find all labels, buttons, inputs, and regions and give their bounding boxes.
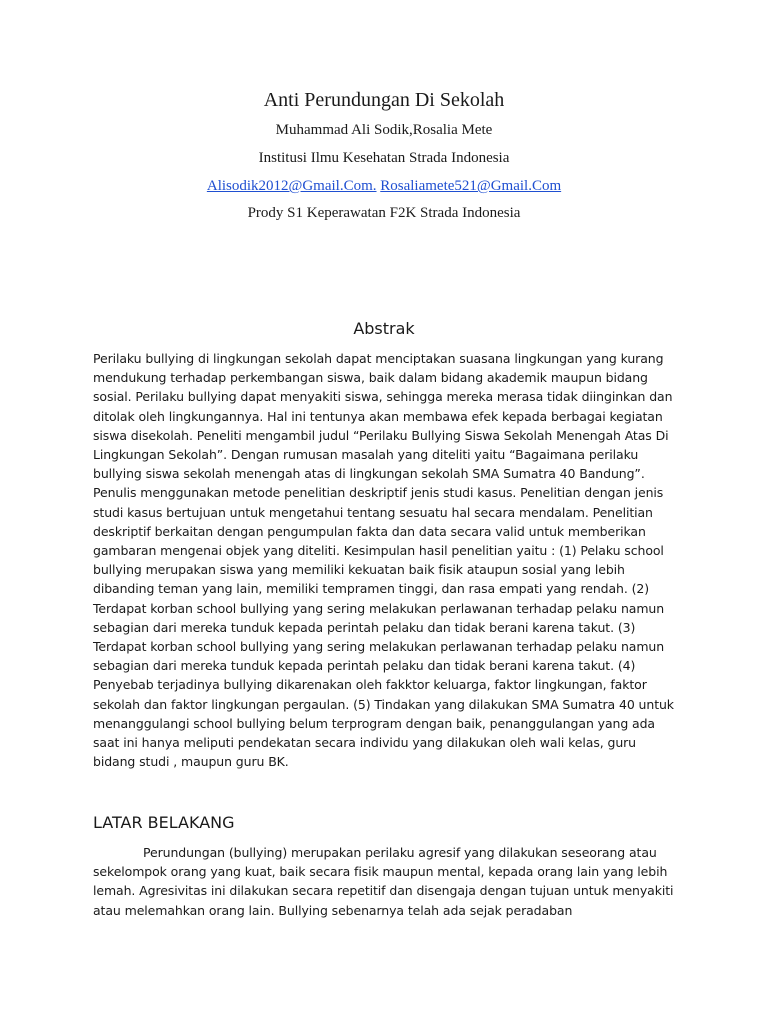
abstract-body: Perilaku bullying di lingkungan sekolah dapat menciptakan suasana lingkungan yang kurang mendukung terhadap perkembangan siswa, baik dalam bidang akademik maupun bidang sosial. Perilaku bullying dapat menyakiti siswa, sehingga mereka merasa tidak diinginkan dan ditolak oleh lingkungannya. Hal ini tentunya akan membawa efek kepada berbagai kegiatan siswa disekolah. Peneliti mengambil judul “Perilaku Bullying Siswa Sekolah Menengah Atas Di Lingkungan Sekolah”. Dengan rumusan masalah yang diteliti yaitu “Bagaimana perilaku bullying siswa sekolah menengah atas di lingkungan sekolah SMA Sumatra 40 Bandung”. Penulis menggunakan metode penelitian deskriptif jenis studi kasus. Penelitian dengan jenis studi kasus bertujuan untuk mengetahui tentang sesuatu hal secara mendalam. Penelitian deskriptif berkaitan dengan pengumpulan fakta dan data secara valid untuk memberikan gambaran mengenai objek yang diteliti. Kesimpulan hasil penelitian yaitu : (1) Pelaku school bullying merupakan siswa yang memiliki kekuatan baik fisik ataupun sosial yang lebih dibanding teman yang lain, memiliki tempramen tinggi, dan rasa empati yang rendah. (2) Terdapat korban school bullying yang sering melakukan perlawanan terhadap pelaku namun sebagian dari mereka tunduk kepada perintah pelaku dan tidak berani karena takut. (3) Terdapat korban school bullying yang sering melakukan perlawanan terhadap pelaku namun sebagian dari mereka tunduk kepada perintah pelaku dan tidak berani karena takut. (4) Penyebab terjadinya bullying dikarenakan oleh fakktor keluarga, faktor lingkungan, faktor sekolah dan faktor lingkungan pergaulan. (5) Tindakan yang dilakukan SMA Sumatra 40 untuk menanggulangi school bullying belum terprogram dengan baik, penanggulangan yang ada saat ini hanya meliputi pendekatan secara individu yang dilakukan oleh wali kelas, guru bidang studi , maupun guru BK. (93, 351, 674, 770)
abstract-heading: Abstrak (353, 319, 415, 338)
author-emails (0, 176, 768, 196)
section-body: Perundungan (bullying) merupakan perilaku agresif yang dilakukan seseorang atau sekelompok orang yang kuat, baik secara fisik maupun mental, kepada orang lain yang lebih lemah. Agresivitas ini dilakukan secara repetitif dan disengaja dengan tujuan untuk menyakiti atau melemahkan orang lain. Bullying sebenarnya telah ada sejak peradaban (93, 845, 674, 918)
email-link-1[interactable]: Alisodik2012@Gmail.Com. (206, 178, 377, 194)
paper-title: Anti Perundungan Di Sekolah (263, 89, 505, 111)
paper-program: Prody S1 Keperawatan F2K Strada Indonesia (247, 205, 521, 221)
paper-institution: Institusi Ilmu Kesehatan Strada Indonesia (258, 150, 510, 166)
paper-authors: Muhammad Ali Sodik,Rosalia Mete (275, 122, 493, 138)
section-heading: LATAR BELAKANG (93, 813, 235, 832)
email-link-2[interactable]: Rosaliamete521@Gmail.Com (380, 178, 562, 194)
